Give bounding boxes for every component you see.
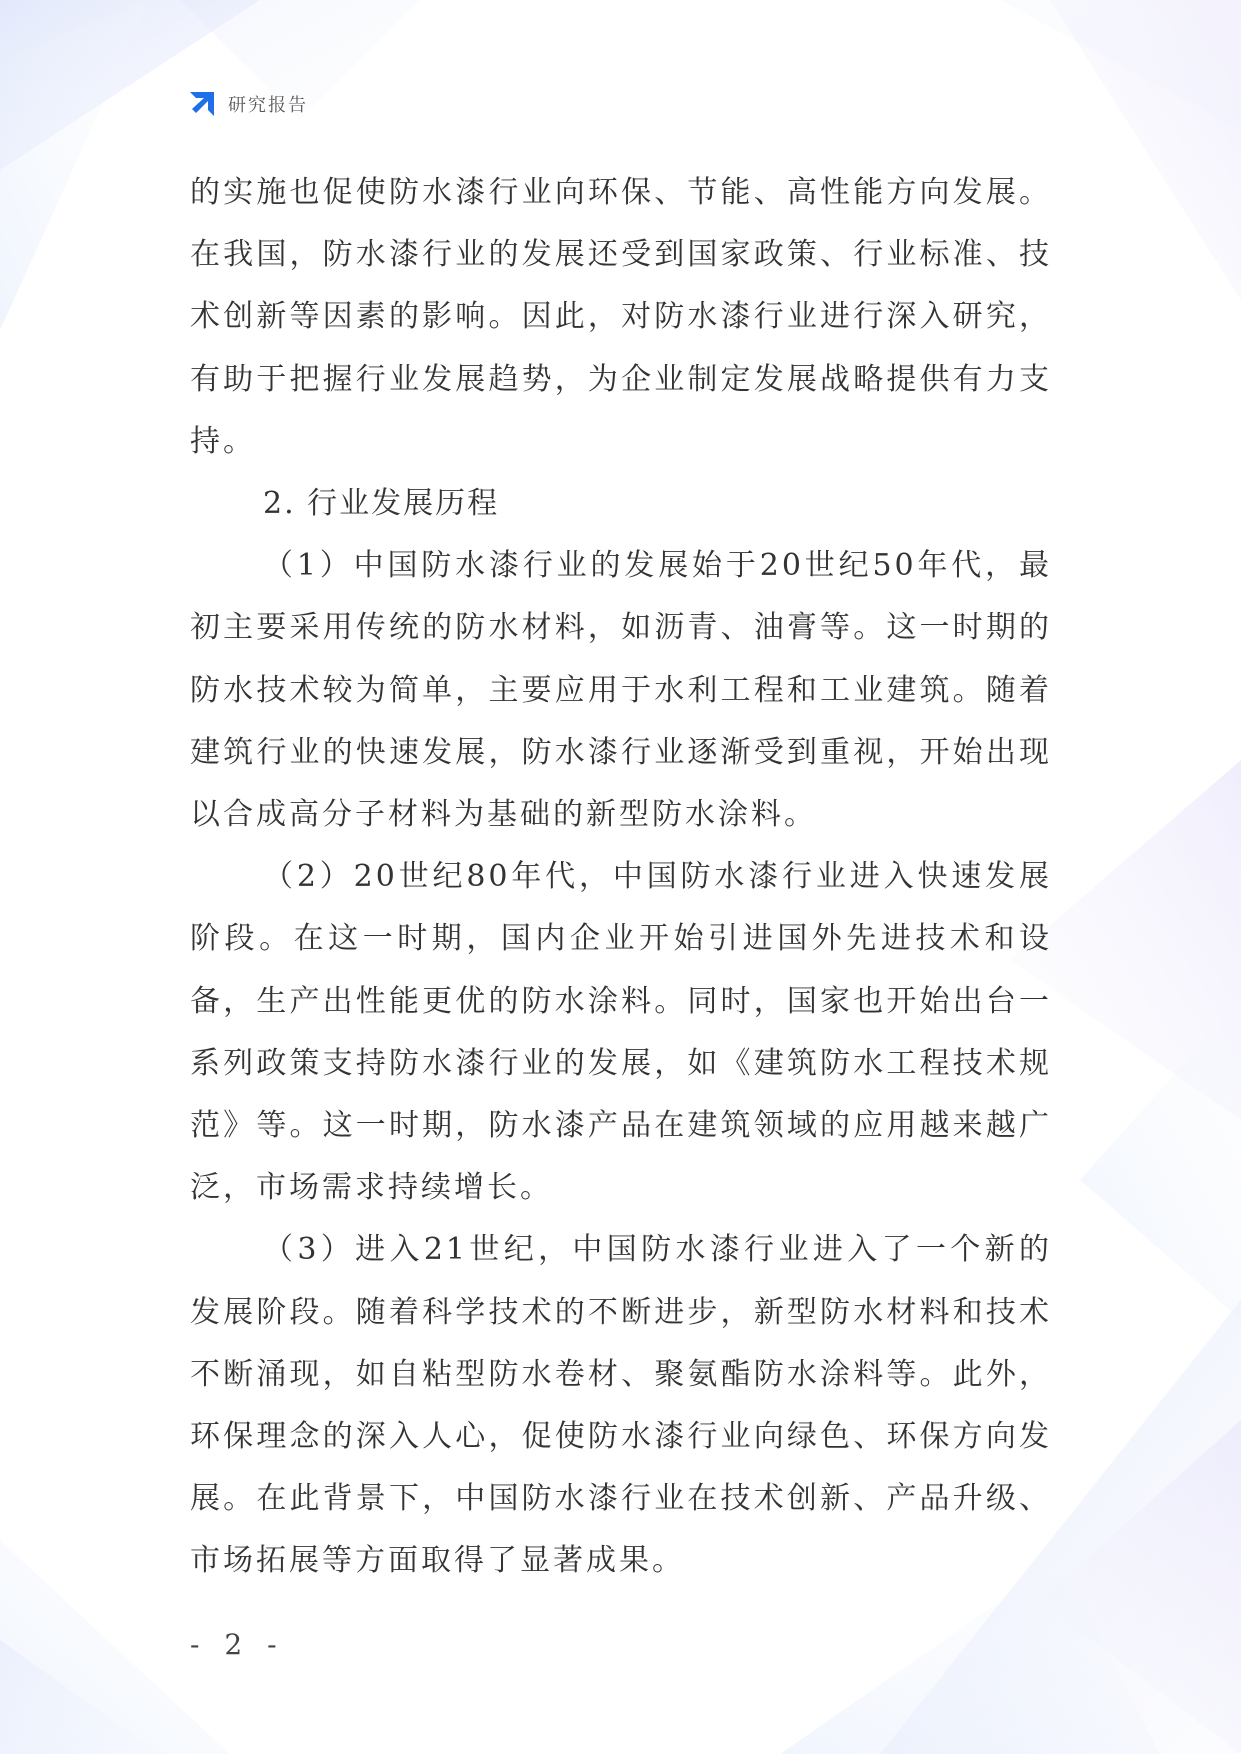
page-number: - 2 -: [190, 1628, 285, 1661]
document-body: [190, 162, 1052, 1593]
arrow-up-right-icon: [186, 88, 218, 120]
report-header: [186, 86, 308, 122]
intro-paragraph: 的实施也促使防水漆行业向环保、节能、高性能方向发展。在我国，防水漆行业的发展还受到国家政策、行业标准、技术创新等因素的影响。因此，对防水漆行业进行深入研究，有助于把握行业发展趋势，为企业制定发展战略提供有力支持。: [190, 175, 1052, 459]
section-heading: 2. 行业发展历程: [263, 486, 500, 522]
header-label: 研究报告: [228, 95, 308, 116]
paragraph-2: （2）20世纪80年代，中国防水漆行业进入快速发展阶段。在这一时期，国内企业开始引进国外先进技术和设备，生产出性能更优的防水涂料。同时，国家也开始出台一系列政策支持防水漆行业的发展，如《建筑防水工程技术规范》等。这一时期，防水漆产品在建筑领域的应用越来越广泛，市场需求持续增长。: [190, 859, 1052, 1206]
paragraph-3: （3）进入21世纪，中国防水漆行业进入了一个新的发展阶段。随着科学技术的不断进步，新型防水材料和技术不断涌现，如自粘型防水卷材、聚氨酯防水涂料等。此外，环保理念的深入人心，促使防水漆行业向绿色、环保方向发展。在此背景下，中国防水漆行业在技术创新、产品升级、市场拓展等方面取得了显著成果。: [190, 1232, 1052, 1579]
paragraph-1: （1）中国防水漆行业的发展始于20世纪50年代，最初主要采用传统的防水材料，如沥青、油膏等。这一时期的防水技术较为简单，主要应用于水利工程和工业建筑。随着建筑行业的快速发展，防水漆行业逐渐受到重视，开始出现以合成高分子材料为基础的新型防水涂料。: [190, 548, 1052, 833]
